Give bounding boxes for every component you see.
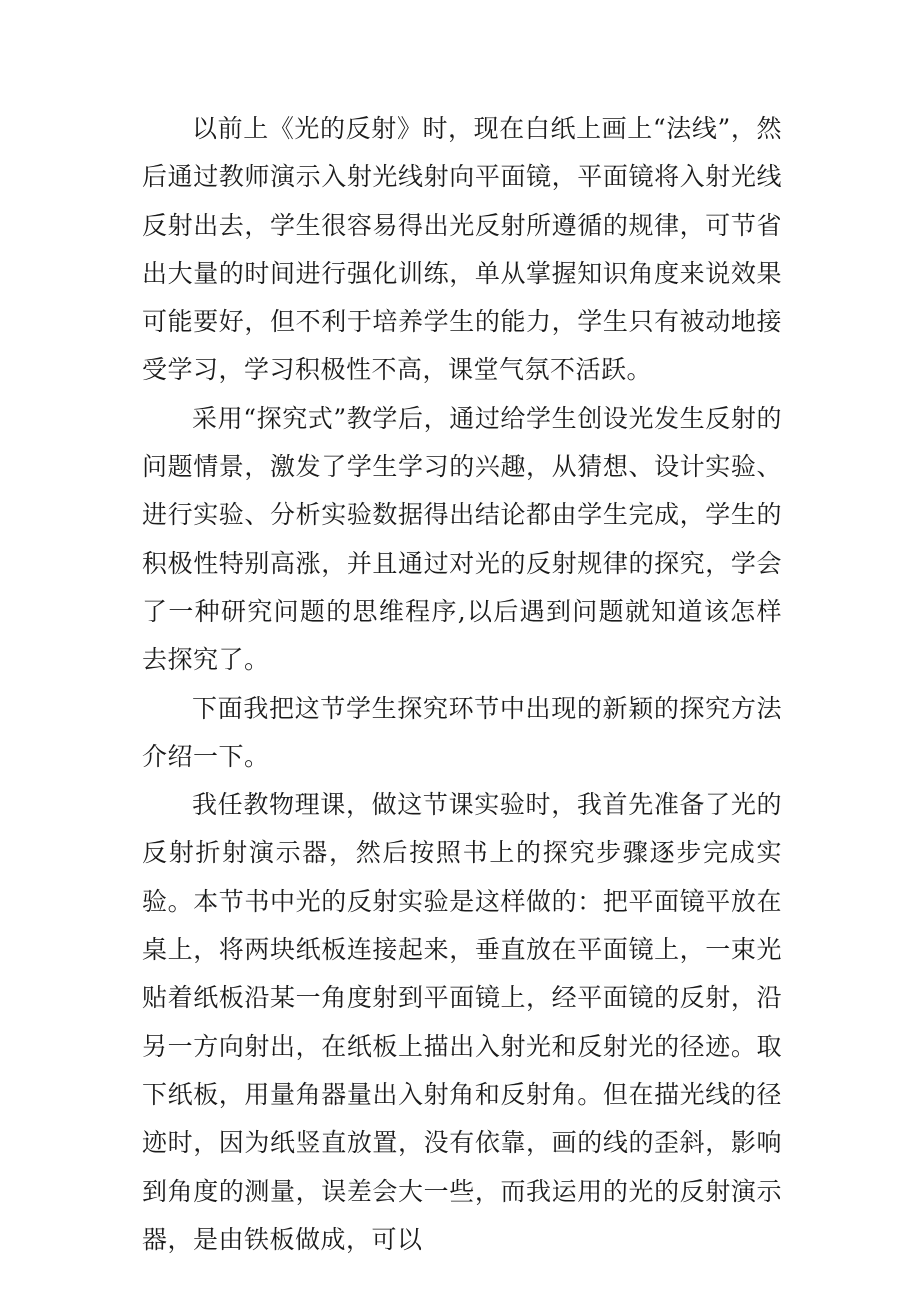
paragraph-4: 我任教物理课，做这节课实验时，我首先准备了光的反射折射演示器，然后按照书上的探究步骤逐步完成实验。本节书中光的反射实验是这样做的：把平面镜平放在桌上，将两块纸板连接起来，垂直放在平面镜上，一束光贴着纸板沿某一角度射到平面镜上，经平面镜的反射，沿另一方向射出，在纸板上描出入射光和反射光的径迹。取下纸板，用量角器量出入射角和反射角。但在描光线的径迹时，因为纸竖直放置，没有依靠，画的线的歪斜，影响到角度的测量，误差会大一些，而我运用的光的反射演示器，是由铁板做成，可以 xyxy=(142,790,782,1254)
paragraph-3: 下面我把这节学生探究环节中出现的新颖的探究方法介绍一下。 xyxy=(142,693,782,771)
paragraph-2: 采用“探究式”教学后，通过给学生创设光发生反射的问题情景，激发了学生学习的兴趣，从猜想、设计实验、进行实验、分析实验数据得出结论都由学生完成，学生的积极性特别高涨，并且通过对光的反射规律的探究，学会了一种研究问题的思维程序,以后遇到问题就知道该怎样去探究了。 xyxy=(142,403,782,675)
paragraph-1: 以前上《光的反射》时，现在白纸上画上“法线”，然后通过教师演示入射光线射向平面镜，平面镜将入射光线反射出去，学生很容易得出光反射所遵循的规律，可节省出大量的时间进行强化训练，单从掌握知识角度来说效果可能要好，但不利于培养学生的能力，学生只有被动地接受学习，学习积极性不高，课堂气氛不活跃。 xyxy=(142,114,782,385)
document-body xyxy=(142,105,782,1264)
